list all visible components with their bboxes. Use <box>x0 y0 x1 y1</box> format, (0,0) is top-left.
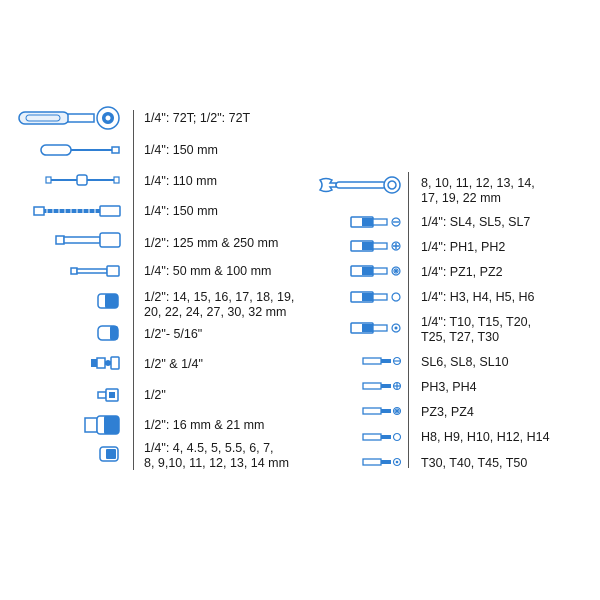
bit-socket-pozidriv-icon <box>350 265 402 277</box>
spinner-handle-label: 1/4": 150 mm <box>144 143 218 157</box>
bit-socket-torx-label: 1/4": T10, T15, T20, T25, T27, T30 <box>421 315 532 344</box>
ratchet-icon <box>18 106 122 130</box>
ratchet-label: 1/4": 72T; 1/2": 72T <box>144 111 251 125</box>
socket-large-label: 1/2": 14, 15, 16, 17, 18, 19, 20, 22, 24, 27, 30, 32 mm <box>144 290 295 319</box>
extension-bar-small-icon <box>70 265 120 277</box>
extension-bar-small-label: 1/4": 50 mm & 100 mm <box>144 264 272 278</box>
bit-pozidriv-icon <box>362 406 402 416</box>
bit-slotted-label: SL6, SL8, SL10 <box>421 355 509 369</box>
sliding-t-bar-label: 1/4": 110 mm <box>144 174 217 188</box>
bit-socket-hex-label: 1/4": H3, H4, H5, H6 <box>421 290 535 304</box>
socket-adapter-icon <box>96 325 120 341</box>
bit-torx-icon <box>362 457 402 467</box>
adapter-label: 1/2" <box>144 388 166 402</box>
bit-socket-phillips-label: 1/4": PH1, PH2 <box>421 240 506 254</box>
right-column-divider <box>408 172 409 468</box>
bit-phillips-label: PH3, PH4 <box>421 380 477 394</box>
bit-slotted-icon <box>362 356 402 366</box>
socket-adapter-label: 1/2"- 5/16" <box>144 327 203 341</box>
socket-small-label: 1/4": 4, 4.5, 5, 5.5, 6, 7, 8, 9,10, 11, 12, 13, 14 mm <box>144 441 289 470</box>
bit-socket-torx-icon <box>350 322 402 334</box>
bit-socket-slotted-label: 1/4": SL4, SL5, SL7 <box>421 215 531 229</box>
bit-socket-phillips-icon <box>350 240 402 252</box>
bit-torx-label: T30, T40, T45, T50 <box>421 456 528 470</box>
adapter-icon <box>96 388 120 402</box>
socket-large-icon <box>96 292 120 310</box>
spark-plug-socket-label: 1/2": 16 mm & 21 mm <box>144 418 265 432</box>
left-column-divider <box>133 110 134 470</box>
combination-wrench-icon <box>318 176 402 194</box>
bit-socket-pozidriv-label: 1/4": PZ1, PZ2 <box>421 265 503 279</box>
combination-wrench-label: 8, 10, 11, 12, 13, 14, 17, 19, 22 mm <box>421 176 535 205</box>
sliding-t-bar-icon <box>45 174 120 186</box>
bit-socket-slotted-icon <box>350 216 402 228</box>
spinner-handle-icon <box>40 143 120 157</box>
bit-pozidriv-label: PZ3, PZ4 <box>421 405 474 419</box>
bit-socket-hex-icon <box>350 291 402 303</box>
extension-bar-large-label: 1/2": 125 mm & 250 mm <box>144 236 279 250</box>
socket-small-icon <box>98 445 120 463</box>
universal-joint-label: 1/2" & 1/4" <box>144 357 203 371</box>
universal-joint-icon <box>90 356 120 370</box>
bit-hex-icon <box>362 432 402 442</box>
bit-phillips-icon <box>362 381 402 391</box>
extension-bar-large-icon <box>55 232 121 248</box>
bit-hex-label: H8, H9, H10, H12, H14 <box>421 430 550 444</box>
flexible-extension-label: 1/4": 150 mm <box>144 204 218 218</box>
spark-plug-socket-icon <box>84 415 120 435</box>
flexible-extension-icon <box>33 204 121 218</box>
